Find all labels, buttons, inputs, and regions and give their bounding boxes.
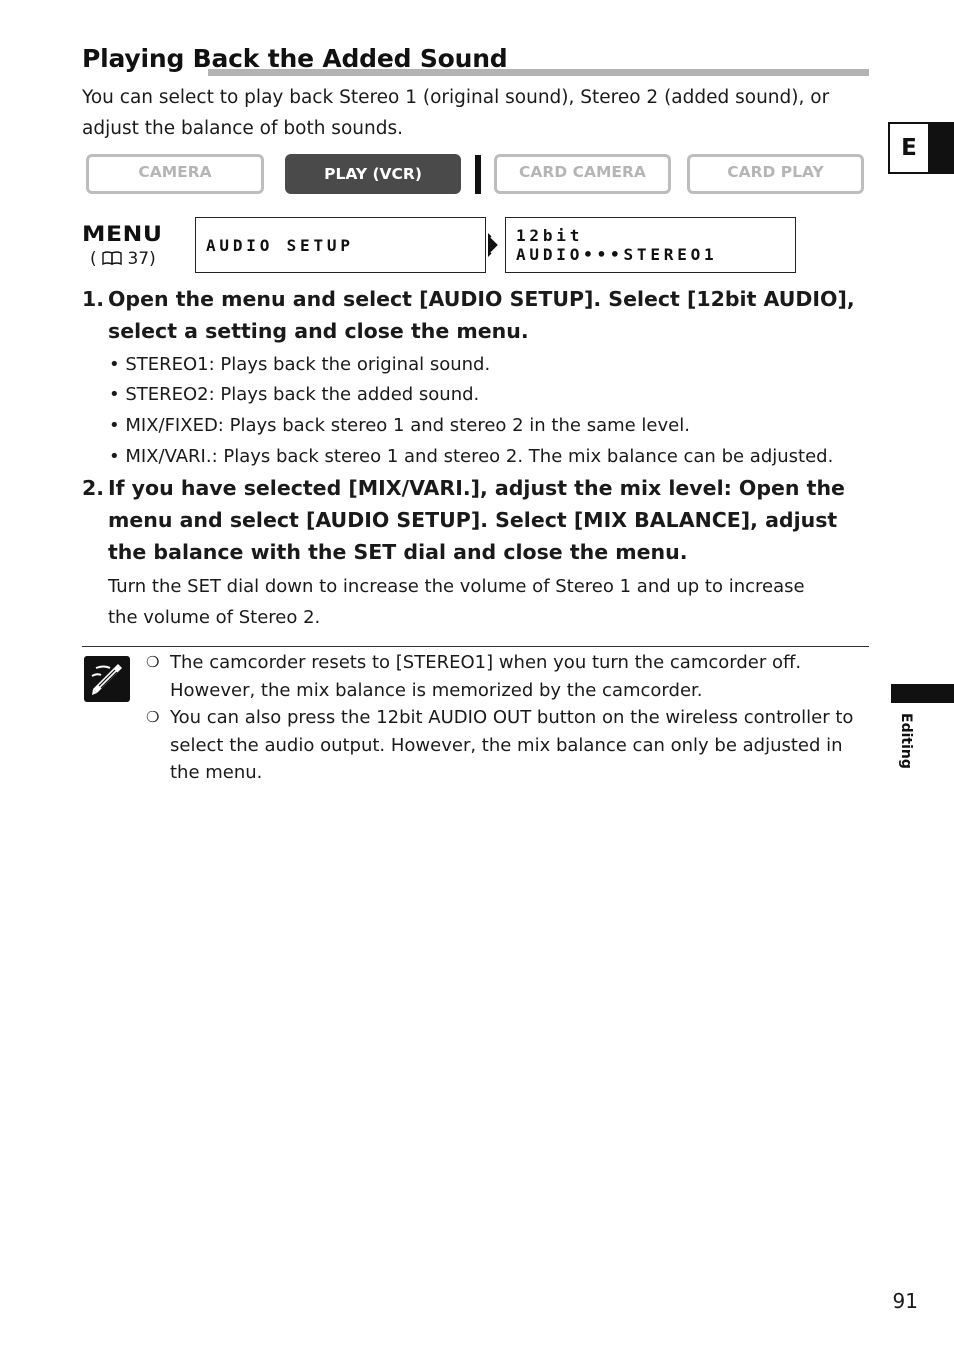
section-label: Editing [898, 713, 914, 769]
menu-ref-page: 37) [127, 249, 156, 269]
menu-logo: MENU [82, 222, 163, 246]
step-2-detail: Turn the SET dial down to increase the volume of Stereo 1 and up to increase the volume of Stereo 2. [108, 576, 805, 628]
mode-play-vcr: PLAY (VCR) [285, 154, 461, 194]
note-item-1 [146, 649, 872, 704]
mode-card-camera: CARD CAMERA [494, 154, 671, 194]
page-number: 91 [892, 1289, 918, 1313]
menu-audio-setup: AUDIO SETUP [195, 217, 486, 273]
language-tab-label: E [888, 122, 930, 174]
bullet-stereo1: • STEREO1: Plays back the original sound. [109, 354, 491, 375]
notes-divider [82, 646, 869, 647]
menu-page-reference [90, 249, 156, 269]
notes-pencil-icon [84, 656, 130, 702]
menu-12bit-audio: 12bit AUDIO•••STEREO1 [505, 217, 796, 273]
mode-card-play: CARD PLAY [687, 154, 864, 194]
language-tab [888, 122, 954, 172]
menu-ref-open: ( [90, 249, 97, 269]
step-1-text: Open the menu and select [AUDIO SETUP]. Select [12bit AUDIO], select a setting and close the menu. [108, 287, 855, 343]
step-1-number: 1. [82, 287, 105, 311]
book-icon [102, 251, 122, 265]
step-1 [82, 283, 872, 347]
intro-paragraph: You can select to play back Stereo 1 (original sound), Stereo 2 (added sound), or adjust the balance of both sounds. [82, 87, 830, 139]
note-text-1: The camcorder resets to [STEREO1] when you turn the camcorder off. However, the mix balance is memorized by the camcorder. [170, 652, 802, 701]
menu-arrow-icon [486, 232, 504, 258]
bullet-stereo2: • STEREO2: Plays back the added sound. [109, 384, 480, 405]
note-text-2: You can also press the 12bit AUDIO OUT button on the wireless controller to select the audio output. However, the mix balance can only be adjusted in the menu. [170, 707, 854, 783]
page-title: Playing Back the Added Sound [82, 44, 508, 73]
note-bullet-icon: ❍ [146, 653, 160, 671]
bullet-mix-fixed: • MIX/FIXED: Plays back stereo 1 and stereo 2 in the same level. [109, 415, 690, 436]
bullet-mix-vari: • MIX/VARI.: Plays back stereo 1 and stereo 2. The mix balance can be adjusted. [109, 446, 834, 467]
mode-camera: CAMERA [86, 154, 264, 194]
mode-separator [475, 155, 481, 194]
language-tab-fill [928, 122, 954, 174]
note-item-2 [146, 704, 872, 787]
step-2-number: 2. [82, 476, 105, 500]
note-bullet-icon: ❍ [146, 708, 160, 726]
step-2-text: If you have selected [MIX/VARI.], adjust the mix level: Open the menu and select [AUDIO SETUP]. Select [MIX BALANCE], adjust the balance with the SET dial and close the menu. [108, 476, 845, 564]
step-2 [82, 472, 872, 568]
section-tab-bar [891, 684, 954, 703]
